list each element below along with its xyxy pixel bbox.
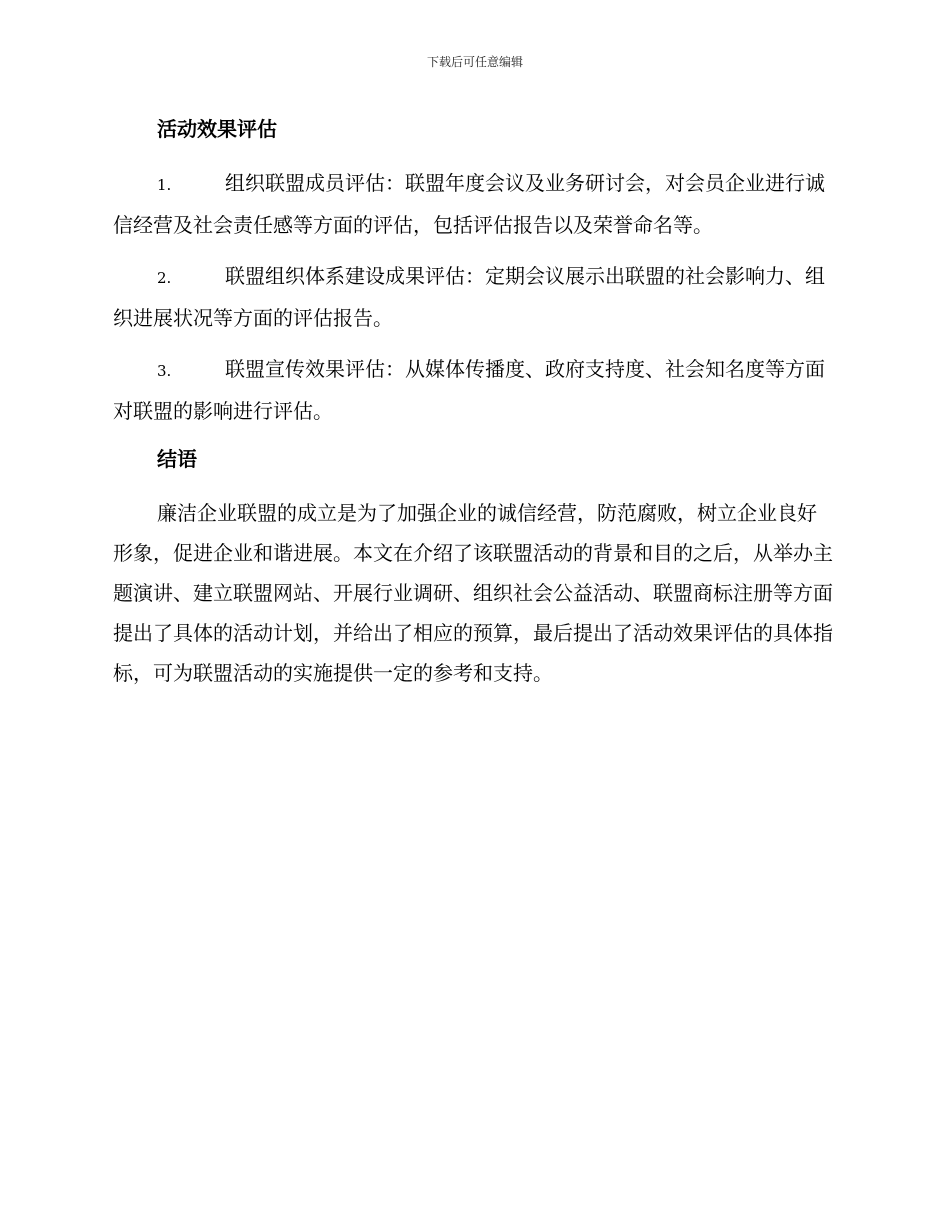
list-item — [113, 349, 835, 431]
list-item-number: 2. — [157, 269, 172, 287]
list-item-number: 1. — [157, 176, 172, 194]
list-item — [113, 163, 835, 245]
list-item — [113, 256, 835, 338]
section-heading-evaluation: 活动效果评估 — [157, 117, 277, 141]
list-item-number: 3. — [157, 362, 172, 380]
list-item-text: 组织联盟成员评估：联盟年度会议及业务研讨会，对会员企业进行诚信经营及社会责任感等方面的评估，包括评估报告以及荣誉命名等。 — [113, 171, 825, 237]
section-heading-conclusion: 结语 — [157, 447, 197, 471]
conclusion-paragraph: 廉洁企业联盟的成立是为了加强企业的诚信经营，防范腐败，树立企业良好形象，促进企业和谐进展。本文在介绍了该联盟活动的背景和目的之后，从举办主题演讲、建立联盟网站、开展行业调研、组织社会公益活动、联盟商标注册等方面提出了具体的活动计划，并给出了相应的预算，最后提出了活动效果评估的具体指标，可为联盟活动的实施提供一定的参考和支持。 — [113, 501, 833, 685]
page-header: 下载后可任意编辑 — [426, 55, 523, 69]
list-item-text: 联盟宣传效果评估：从媒体传播度、政府支持度、社会知名度等方面对联盟的影响进行评估。 — [113, 357, 825, 423]
document-body — [113, 112, 835, 704]
list-item-text: 联盟组织体系建设成果评估：定期会议展示出联盟的社会影响力、组织进展状况等方面的评估报告。 — [113, 264, 825, 330]
